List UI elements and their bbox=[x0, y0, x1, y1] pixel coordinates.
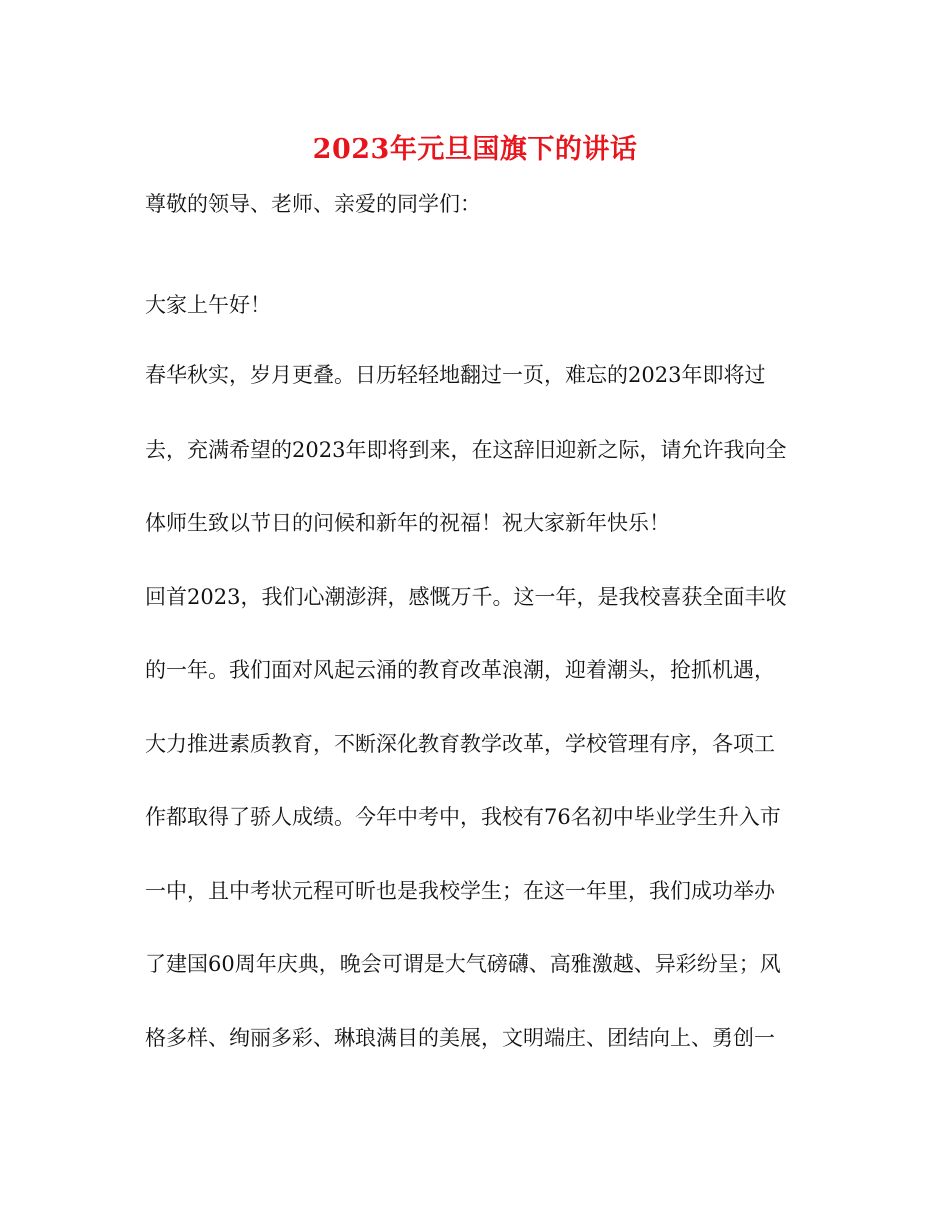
body-line: 体师生致以节日的问候和新年的祝福！祝大家新年快乐！ bbox=[145, 511, 670, 535]
body-line: 回首2023，我们心潮澎湃，感慨万千。这一年，是我校喜获全面丰收 bbox=[145, 585, 787, 609]
salutation-line: 尊敬的领导、老师、亲爱的同学们： bbox=[145, 192, 481, 216]
document-title: 2023年元旦国旗下的讲话 bbox=[312, 134, 638, 165]
body-line: 了建国60周年庆典，晚会可谓是大气磅礴、高雅激越、异彩纷呈；风 bbox=[145, 952, 781, 976]
body-line: 去，充满希望的2023年即将到来，在这辞旧迎新之际，请允许我向全 bbox=[145, 438, 787, 462]
greeting-line: 大家上午好！ bbox=[145, 293, 271, 317]
body-line: 作都取得了骄人成绩。今年中考中，我校有76名初中毕业学生升入市 bbox=[145, 805, 781, 829]
body-line: 的一年。我们面对风起云涌的教育改革浪潮，迎着潮头，抢抓机遇， bbox=[145, 658, 775, 682]
body-line: 春华秋实，岁月更叠。日历轻轻地翻过一页，难忘的2023年即将过 bbox=[145, 363, 766, 387]
body-line: 一中，且中考状元程可昕也是我校学生；在这一年里，我们成功举办 bbox=[145, 879, 775, 903]
body-line: 大力推进素质教育，不断深化教育教学改革，学校管理有序，各项工 bbox=[145, 732, 775, 756]
body-line: 格多样、绚丽多彩、琳琅满目的美展，文明端庄、团结向上、勇创一 bbox=[145, 1026, 775, 1050]
